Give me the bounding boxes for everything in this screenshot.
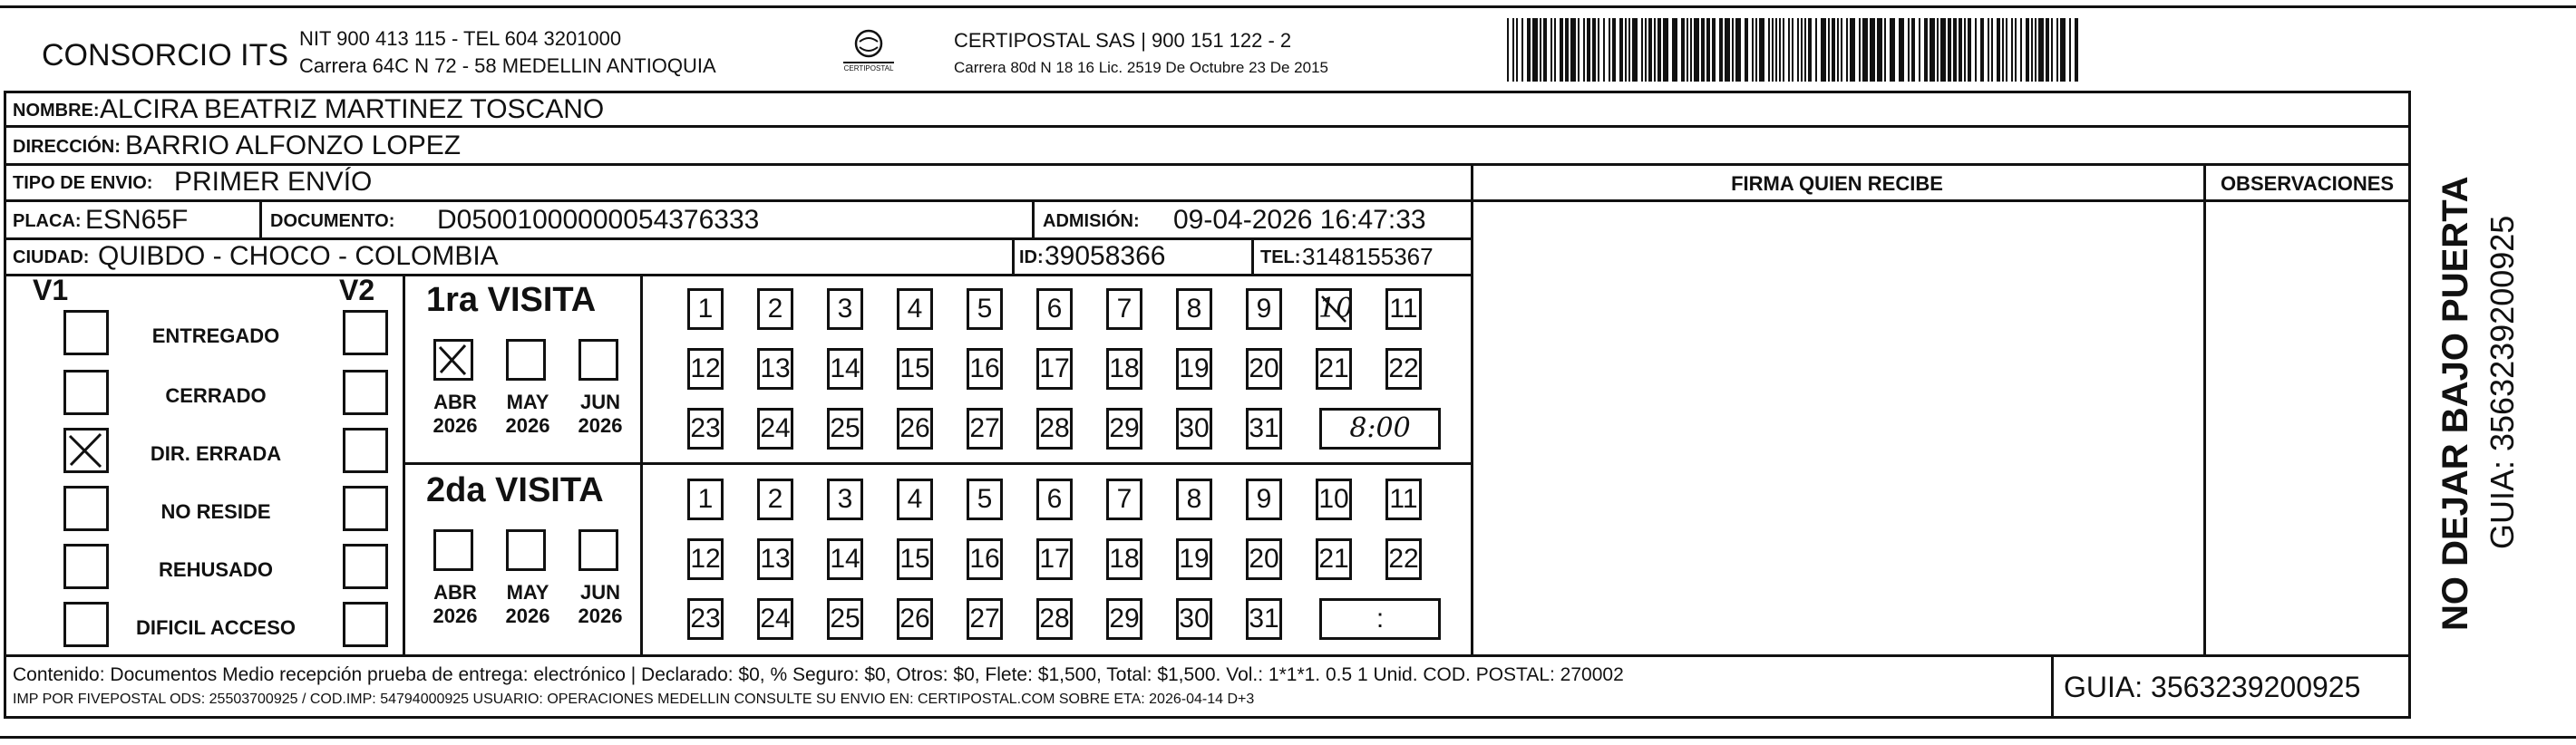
certipostal-logo [841, 27, 896, 78]
placa-value: ESN65F [85, 205, 189, 235]
second-visit-day-25[interactable]: 25 [827, 598, 863, 640]
second-visit-day-9[interactable]: 9 [1246, 479, 1282, 520]
first-visit-day-18[interactable]: 18 [1106, 348, 1142, 390]
second-visit-day-29[interactable]: 29 [1106, 598, 1142, 640]
row-line-2 [4, 163, 2410, 166]
first-visit-day-11[interactable]: 11 [1385, 288, 1422, 330]
first-visit-title: 1ra VISITA [426, 281, 597, 319]
second-visit-day-21[interactable]: 21 [1316, 538, 1352, 580]
second-visit-day-20[interactable]: 20 [1246, 538, 1282, 580]
status-label-6: DIFICIL ACCESO [135, 616, 296, 639]
first-visit-day-9[interactable]: 9 [1246, 288, 1282, 330]
carrier-address: Carrera 80d N 18 16 Lic. 2519 De Octubre 23 De 2015 [954, 59, 1328, 76]
frame-top [4, 91, 2410, 93]
top-border [0, 5, 2576, 8]
first-visit-month-checkbox-3[interactable] [578, 339, 618, 381]
second-visit-day-14[interactable]: 14 [827, 538, 863, 580]
company-address: Carrera 64C N 72 - 58 MEDELLIN ANTIOQUIA [299, 54, 716, 77]
first-visit-day-12[interactable]: 12 [687, 348, 724, 390]
status-label-5: REHUSADO [159, 558, 273, 581]
footer-guia: GUIA: 3563239200925 [2064, 671, 2361, 703]
second-visit-day-31[interactable]: 31 [1246, 598, 1282, 640]
second-visit-day-1[interactable]: 1 [687, 479, 724, 520]
second-visit-day-2[interactable]: 2 [757, 479, 793, 520]
first-visit-day-20[interactable]: 20 [1246, 348, 1282, 390]
direccion-label: DIRECCIÓN: [13, 137, 121, 157]
v1-checkbox-6[interactable] [63, 602, 109, 647]
second-visit-day-28[interactable]: 28 [1036, 598, 1073, 640]
first-visit-day-5[interactable]: 5 [967, 288, 1003, 330]
v2-header: V2 [339, 274, 375, 306]
v2-checkbox-6[interactable] [343, 602, 388, 647]
first-visit-day-24[interactable]: 24 [757, 408, 793, 450]
second-visit-day-15[interactable]: 15 [897, 538, 933, 580]
company-name: CONSORCIO ITS [42, 38, 289, 73]
second-visit-day-23[interactable]: 23 [687, 598, 724, 640]
row-line-5 [4, 274, 1473, 276]
first-visit-day-3[interactable]: 3 [827, 288, 863, 330]
first-visit-month-label-1: ABR [433, 391, 477, 413]
second-visit-day-8[interactable]: 8 [1176, 479, 1212, 520]
first-visit-month-label-3: JUN [579, 391, 620, 413]
second-visit-month-year-1: 2026 [433, 605, 478, 627]
v2-checkbox-3[interactable] [343, 428, 388, 473]
nombre-label: NOMBRE: [13, 101, 100, 121]
second-visit-month-label-3: JUN [579, 581, 620, 604]
second-visit-day-3[interactable]: 3 [827, 479, 863, 520]
second-visit-day-24[interactable]: 24 [757, 598, 793, 640]
footer-guia-divider [2051, 654, 2054, 718]
id-label: ID: [1019, 247, 1044, 267]
side-guia: GUIA: 3563239200925 [2484, 215, 2521, 549]
first-visit-day-17[interactable]: 17 [1036, 348, 1073, 390]
second-visit-month-checkbox-3[interactable] [578, 529, 618, 571]
v2-checkbox-2[interactable] [343, 370, 388, 415]
status-label-4: NO RESIDE [160, 500, 271, 523]
first-visit-day-7[interactable]: 7 [1106, 288, 1142, 330]
first-visit-day-26[interactable]: 26 [897, 408, 933, 450]
first-visit-day-10[interactable]: 10 [1316, 288, 1352, 330]
second-visit-day-13[interactable]: 13 [757, 538, 793, 580]
first-visit-day-6[interactable]: 6 [1036, 288, 1073, 330]
first-visit-day-25[interactable]: 25 [827, 408, 863, 450]
second-visit-time-field[interactable]: : [1319, 598, 1441, 640]
visit-divider-middle [403, 462, 1473, 465]
ciudad-value: QUIBDO - CHOCO - COLOMBIA [98, 241, 499, 271]
tipo-envio-value: PRIMER ENVÍO [174, 167, 373, 197]
first-visit-month-year-1: 2026 [433, 414, 478, 437]
second-visit-day-7[interactable]: 7 [1106, 479, 1142, 520]
v1-checkbox-2[interactable] [63, 370, 109, 415]
admision-divider [1032, 199, 1035, 237]
first-visit-day-31[interactable]: 31 [1246, 408, 1282, 450]
second-visit-month-label-1: ABR [433, 581, 477, 604]
second-visit-title: 2da VISITA [426, 471, 604, 509]
first-visit-day-15[interactable]: 15 [897, 348, 933, 390]
first-visit-day-22[interactable]: 22 [1385, 348, 1422, 390]
status-label-1: ENTREGADO [151, 324, 280, 347]
second-visit-day-18[interactable]: 18 [1106, 538, 1142, 580]
firma-header: FIRMA QUIEN RECIBE [1731, 172, 1943, 195]
v1-checkbox-4[interactable] [63, 486, 109, 531]
nombre-value: ALCIRA BEATRIZ MARTINEZ TOSCANO [100, 94, 605, 124]
second-visit-day-12[interactable]: 12 [687, 538, 724, 580]
carrier-name: CERTIPOSTAL SAS | 900 151 122 - 2 [954, 29, 1292, 52]
first-visit-month-label-2: MAY [506, 391, 549, 413]
second-visit-day-5[interactable]: 5 [967, 479, 1003, 520]
side-warning: NO DEJAR BAJO PUERTA [2435, 176, 2475, 631]
status-label-3: DIR. ERRADA [150, 442, 282, 465]
second-visit-day-30[interactable]: 30 [1176, 598, 1212, 640]
direccion-value: BARRIO ALFONZO LOPEZ [125, 131, 462, 160]
first-visit-day-28[interactable]: 28 [1036, 408, 1073, 450]
first-visit-day-4[interactable]: 4 [897, 288, 933, 330]
second-visit-day-11[interactable]: 11 [1385, 479, 1422, 520]
tel-label: TEL: [1260, 247, 1301, 267]
first-visit-month-checkbox-2[interactable] [506, 339, 546, 381]
second-visit-month-year-2: 2026 [505, 605, 550, 627]
first-visit-month-year-3: 2026 [578, 414, 623, 437]
second-visit-day-19[interactable]: 19 [1176, 538, 1212, 580]
second-visit-month-label-2: MAY [506, 581, 549, 604]
second-visit-day-4[interactable]: 4 [897, 479, 933, 520]
first-visit-day-1[interactable]: 1 [687, 288, 724, 330]
second-visit-month-checkbox-2[interactable] [506, 529, 546, 571]
v2-checkbox-4[interactable] [343, 486, 388, 531]
documento-label: DOCUMENTO: [270, 211, 395, 231]
logo-text: CERTIPOSTAL [843, 64, 894, 73]
first-visit-day-19[interactable]: 19 [1176, 348, 1212, 390]
row-line-footer [4, 654, 2410, 657]
first-visit-day-8[interactable]: 8 [1176, 288, 1212, 330]
id-divider [1012, 237, 1015, 274]
first-visit-day-21[interactable]: 21 [1316, 348, 1352, 390]
row-line-1 [4, 125, 2410, 128]
second-visit-day-27[interactable]: 27 [967, 598, 1003, 640]
v2-checkbox-1[interactable] [343, 310, 388, 355]
first-visit-day-2[interactable]: 2 [757, 288, 793, 330]
placa-divider [259, 199, 262, 237]
second-visit-month-year-3: 2026 [578, 605, 623, 627]
tel-value: 3148155367 [1302, 243, 1434, 270]
id-value: 39058366 [1045, 241, 1166, 271]
first-visit-day-23[interactable]: 23 [687, 408, 724, 450]
frame-right [2408, 91, 2411, 718]
first-visit-day-30[interactable]: 30 [1176, 408, 1212, 450]
second-visit-day-26[interactable]: 26 [897, 598, 933, 640]
first-visit-time-field[interactable]: 8:00 [1319, 408, 1441, 450]
first-visit-month-year-2: 2026 [505, 414, 550, 437]
first-visit-month-checkbox-1[interactable] [433, 339, 473, 381]
first-visit-day-13[interactable]: 13 [757, 348, 793, 390]
ciudad-label: CIUDAD: [13, 247, 90, 267]
tel-divider [1251, 237, 1254, 274]
v1-checkbox-1[interactable] [63, 310, 109, 355]
barcode [1507, 18, 2082, 82]
first-visit-day-29[interactable]: 29 [1106, 408, 1142, 450]
observaciones-area[interactable] [2206, 199, 2408, 654]
observaciones-header: OBSERVACIONES [2220, 172, 2395, 195]
first-visit-day-16[interactable]: 16 [967, 348, 1003, 390]
v1-checkbox-3[interactable] [63, 428, 109, 473]
admision-value: 09-04-2026 16:47:33 [1173, 205, 1426, 235]
v1-checkbox-5[interactable] [63, 544, 109, 589]
v1-header: V1 [33, 274, 69, 306]
tipo-envio-label: TIPO DE ENVIO: [13, 173, 153, 193]
firma-area[interactable] [1473, 199, 2203, 654]
second-visit-day-10[interactable]: 10 [1316, 479, 1352, 520]
status-label-2: CERRADO [165, 384, 267, 407]
documento-value: D05001000000054376333 [437, 205, 760, 235]
frame-bottom [4, 716, 2411, 719]
first-visit-day-27[interactable]: 27 [967, 408, 1003, 450]
second-visit-day-6[interactable]: 6 [1036, 479, 1073, 520]
second-visit-month-checkbox-1[interactable] [433, 529, 473, 571]
first-visit-day-14[interactable]: 14 [827, 348, 863, 390]
bottom-border [0, 736, 2576, 739]
company-nit-tel: NIT 900 413 115 - TEL 604 3201000 [299, 27, 622, 50]
admision-label: ADMISIÓN: [1043, 211, 1140, 231]
frame-left [4, 91, 6, 718]
v2-checkbox-5[interactable] [343, 544, 388, 589]
placa-label: PLACA: [13, 211, 82, 231]
second-visit-day-17[interactable]: 17 [1036, 538, 1073, 580]
footer-contenido: Contenido: Documentos Medio recepción prueba de entrega: electrónico | Declarado: $0, % Seguro: $0, Otros: $0, Flete: $1,500, Total: $1,500. Vol.: 1*1*1. 0.5 1 Unid. COD. POSTAL: 270002 [13, 664, 1624, 685]
footer-imp: IMP POR FIVEPOSTAL ODS: 25503700925 / COD.IMP: 54794000925 USUARIO: OPERACIONES MEDELLIN CONSULTE SU ENVIO EN: CERTIPOSTAL.COM SOBRE ETA: 2026-04-14 D+3 [13, 692, 1255, 707]
second-visit-day-16[interactable]: 16 [967, 538, 1003, 580]
second-visit-day-22[interactable]: 22 [1385, 538, 1422, 580]
